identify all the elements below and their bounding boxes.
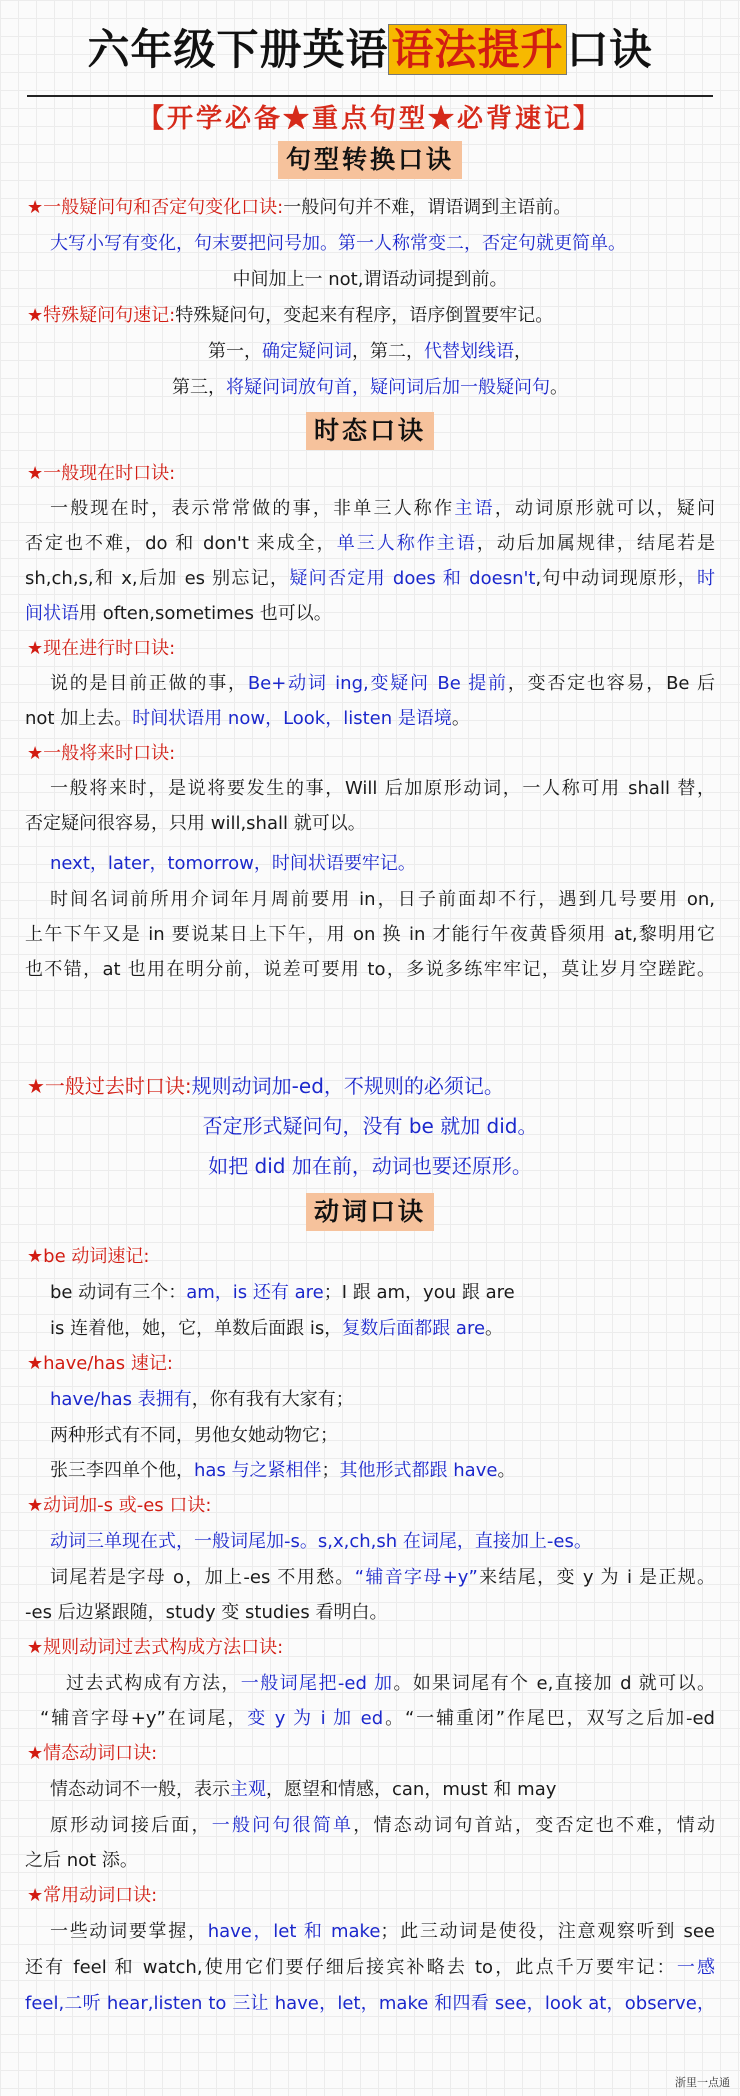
text-line: 一般将来时，是说将要发生的事，Will 后加原形动词，一人称可用 shall 替，	[50, 778, 715, 799]
text-line: ★一般将来时口诀:	[27, 743, 176, 764]
text-line: have/has 表拥有，你有我有大家有；	[50, 1389, 354, 1410]
section-title-tenses: 时态口诀	[0, 412, 740, 452]
text-line: ★特殊疑问句速记:特殊疑问句，变起来有程序，语序倒置要牢记。	[27, 305, 554, 326]
text-line: 动词三单现在式，一般词尾加-s。s,x,ch,sh 在词尾，直接加上-es。	[50, 1531, 592, 1552]
text-line: ★一般现在时口诀:	[27, 463, 176, 484]
text-line: next，later，tomorrow，时间状语要牢记。	[50, 853, 416, 874]
title-underline	[27, 95, 713, 97]
text-line: 大写小写有变化，句末要把问号加。第一人称常变二，否定句就更简单。	[50, 233, 626, 254]
text-line: ★一般过去时口诀:规则动词加-ed，不规则的必须记。	[27, 1074, 504, 1098]
text-line: 说的是目前正做的事，Be+动词 ing,变疑问 Be 提前，变否定也容易，Be 后	[50, 673, 715, 694]
text-line: ★be 动词速记:	[27, 1246, 150, 1267]
section-title-sentence-patterns: 句型转换口诀	[0, 141, 740, 181]
text-line: ★常用动词口诀:	[27, 1885, 158, 1906]
text-line: ★动词加-s 或-es 口诀:	[27, 1495, 212, 1516]
text-line: 上午下午又是 in 要说某日上下午，用 on 换 in 才能行午夜黄昏须用 at,黎明用它	[25, 924, 715, 945]
page-subtitle: 【开学必备★重点句型★必背速记】	[137, 104, 602, 134]
section-title-verbs: 动词口诀	[0, 1193, 740, 1233]
text-line: 如把 did 加在前，动词也要还原形。	[208, 1154, 532, 1178]
text-line: “辅音字母+y”在词尾，变 y 为 i 加 ed。“一辅重闭”作尾巴，双写之后加-ed	[40, 1708, 715, 1729]
text-line: ★规则动词过去式构成方法口诀:	[27, 1637, 284, 1658]
text-line: 否定也不难，do 和 don't 来成全，单三人称作主语，动后加属规律，结尾若是	[25, 533, 715, 554]
text-line: 之后 not 添。	[25, 1850, 138, 1871]
text-line: 词尾若是字母 o，加上-es 不用愁。“辅音字母+y”来结尾，变 y 为 i 是正规。	[50, 1567, 715, 1588]
text-line: 时间名词前所用介词年月周前要用 in，日子前面却不行，遇到几号要用 on,	[50, 889, 715, 910]
text-line: 第三，将疑问词放句首，疑问词后加一般疑问句。	[172, 377, 568, 398]
title-part-2: 口诀	[566, 25, 653, 74]
text-line: 否定疑问很容易，只用 will,shall 就可以。	[25, 813, 366, 834]
text-line: is 连着他，她，它，单数后面跟 is，复数后面都跟 are。	[50, 1318, 504, 1339]
text-line: -es 后边紧跟随，study 变 studies 看明白。	[25, 1602, 388, 1623]
text-line: 也不错，at 也用在明分前，说差可要用 to，多说多练牢牢记，莫让岁月空蹉跎。	[25, 959, 715, 980]
text-line: 张三李四单个他，has 与之紧相伴；其他形式都跟 have。	[50, 1460, 516, 1481]
text-line: feel,二听 hear,listen to 三让 have，let，make 和四看 see，look at，observe，	[25, 1993, 715, 2014]
text-line: ★现在进行时口诀:	[27, 638, 176, 659]
text-line: 否定形式疑问句，没有 be 就加 did。	[202, 1114, 538, 1138]
text-line: ★情态动词口诀:	[27, 1743, 158, 1764]
text-line: 一般现在时，表示常常做的事，非单三人称作主语，动词原形就可以，疑问	[50, 498, 715, 519]
text-line: 两种形式有不同，男他女她动物它；	[50, 1425, 338, 1446]
text-line: sh,ch,s,和 x,后加 es 别忘记，疑问否定用 does 和 doesn't,句中动词现原形，时	[25, 568, 715, 589]
text-line: 中间加上一 not,谓语动词提到前。	[232, 269, 508, 290]
text-line: not 加上去。时间状语用 now，Look，listen 是语境。	[25, 708, 470, 729]
text-line: 情态动词不一般，表示主观，愿望和情感，can，must 和 may	[50, 1779, 557, 1800]
text-line: 还有 feel 和 watch,使用它们要仔细后接宾补略去 to，此点千万要牢记：一感	[25, 1957, 716, 1978]
title-part-1: 六年级下册英语	[87, 25, 389, 74]
text-line: 过去式构成有方法，一般词尾把-ed 加。如果词尾有个 e,直接加 d 就可以。	[66, 1673, 716, 1694]
text-line: 第一，确定疑问词，第二，代替划线语，	[208, 341, 532, 362]
watermark: 浙里一点通	[675, 2076, 730, 2089]
text-line: 原形动词接后面，一般问句很简单，情态动词句首站，变否定也不难，情动	[50, 1815, 715, 1836]
text-line: be 动词有三个：am，is 还有 are；I 跟 am，you 跟 are	[50, 1282, 515, 1303]
text-line: ★一般疑问句和否定句变化口诀:一般问句并不难，谓语调到主语前。	[27, 197, 572, 218]
page-title	[0, 22, 740, 78]
title-highlight: 语法提升	[388, 24, 566, 75]
text-line: 一些动词要掌握，have，let 和 make；此三动词是使役，注意观察听到 see	[50, 1921, 716, 1942]
text-line: ★have/has 速记:	[27, 1353, 173, 1374]
text-line: 间状语用 often,sometimes 也可以。	[25, 603, 332, 624]
